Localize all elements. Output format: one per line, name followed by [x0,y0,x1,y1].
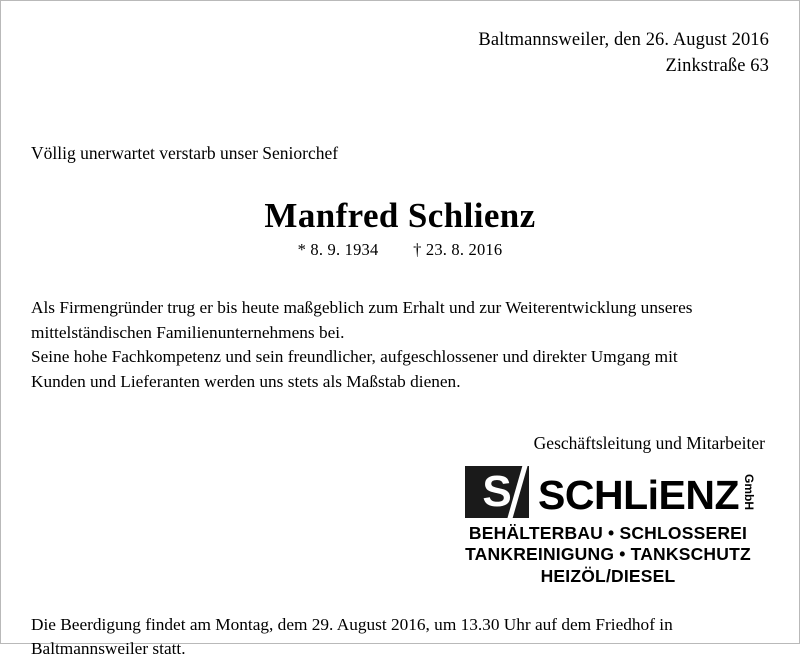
logo-services [465,523,751,587]
body-text [31,296,769,393]
deceased-dates [31,240,769,260]
deceased-name: Manfred Schlienz [264,196,536,236]
logo-services-line-2: TANKREINIGUNG • TANKSCHUTZ [465,544,751,565]
body-line: Seine hohe Fachkompetenz und sein freundlicher, aufgeschlossener und direkter Umgang mit [31,347,678,367]
logo-wordmark: SCHLiENZ [538,472,739,519]
body-line: mittelständischen Familienunternehmens bei. [31,322,345,342]
signature-line: Geschäftsleitung und Mitarbeiter [533,433,765,454]
intro-line: Völlig unerwartet verstarb unser Seniorchef [31,142,339,163]
logo-top-row [465,466,756,519]
logo-services-line-1: BEHÄLTERBAU • SCHLOSSEREI [468,523,748,544]
street-address: Zinkstraße 63 [665,56,769,77]
deceased-block [31,198,769,260]
company-logo [31,466,769,587]
footer-line: Die Beerdigung findet am Montag, dem 29. August 2016, um 13.30 Uhr auf dem Friedhof in [31,615,673,635]
notice-header [31,27,769,80]
logo-legal-suffix: GmbH [742,474,756,511]
place-and-date: Baltmannsweiler, den 26. August 2016 [478,30,769,50]
logo-inner [465,466,756,587]
body-line: Kunden und Lieferanten werden uns stets als Maßstab dienen. [31,371,461,391]
logo-services-line-3: HEIZÖL/DIESEL [540,565,676,586]
death-date: † 23. 8. 2016 [413,240,503,260]
footer-line: Baltmannsweiler statt. [31,638,186,658]
logo-mark-letter: S [482,467,512,517]
notice-content [1,1,799,658]
birth-date: * 8. 9. 1934 [297,240,379,260]
body-line: Als Firmengründer trug er bis heute maßgeblich zum Erhalt und zur Weiterentwicklung unseres [31,298,693,318]
funeral-details [31,613,769,660]
schlienz-s-logo-icon [465,466,529,518]
